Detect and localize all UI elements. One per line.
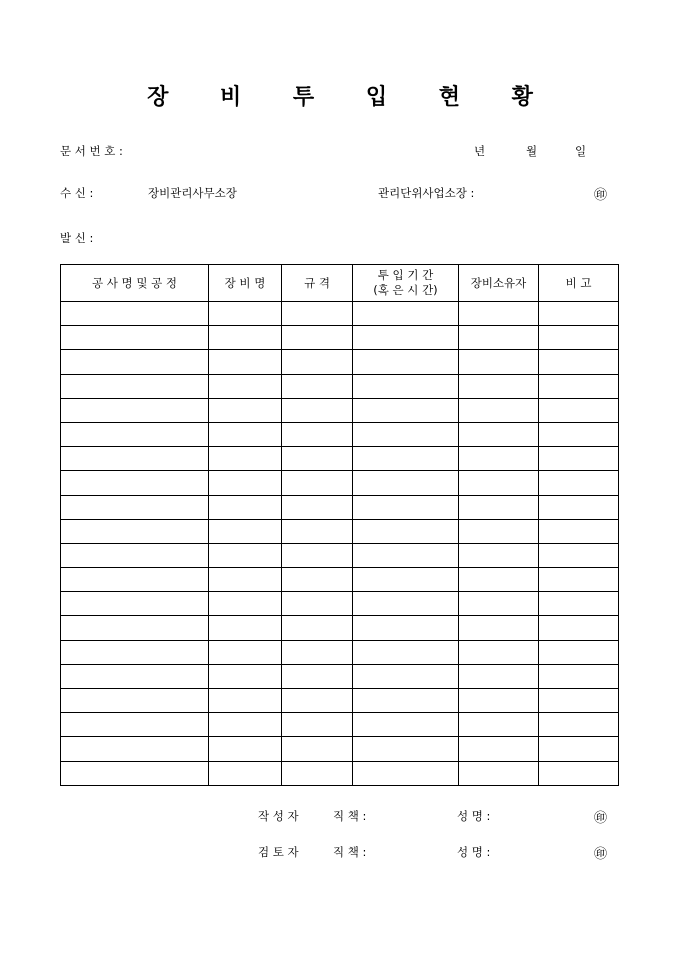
table-cell[interactable]: [61, 592, 209, 616]
table-cell[interactable]: [61, 543, 209, 567]
table-row: [61, 374, 619, 398]
table-cell[interactable]: [539, 302, 619, 326]
header-project-process: 공 사 명 및 공 정: [61, 265, 209, 302]
table-row: [61, 543, 619, 567]
table-cell[interactable]: [539, 398, 619, 422]
table-cell[interactable]: [61, 374, 209, 398]
table-cell[interactable]: [353, 640, 459, 664]
table-cell[interactable]: [459, 543, 539, 567]
table-row: [61, 689, 619, 713]
table-cell[interactable]: [539, 640, 619, 664]
table-cell[interactable]: [539, 422, 619, 446]
table-cell[interactable]: [209, 689, 282, 713]
table-cell[interactable]: [539, 374, 619, 398]
table-cell[interactable]: [459, 422, 539, 446]
table-row: [61, 326, 619, 350]
table-cell[interactable]: [282, 568, 353, 592]
table-cell[interactable]: [209, 495, 282, 519]
table-cell[interactable]: [209, 568, 282, 592]
table-row: [61, 568, 619, 592]
table-cell[interactable]: [353, 737, 459, 761]
table-cell[interactable]: [459, 592, 539, 616]
table-cell[interactable]: [353, 592, 459, 616]
table-cell[interactable]: [209, 640, 282, 664]
table-cell[interactable]: [282, 543, 353, 567]
date-year-label: 년: [474, 144, 486, 158]
table-row: [61, 664, 619, 688]
table-cell[interactable]: [282, 713, 353, 737]
table-cell[interactable]: [353, 713, 459, 737]
table-cell[interactable]: [282, 519, 353, 543]
table-cell[interactable]: [353, 398, 459, 422]
author-role: 작 성 자: [258, 809, 299, 823]
table-row: [61, 592, 619, 616]
table-cell[interactable]: [61, 689, 209, 713]
table-row: [61, 302, 619, 326]
table-cell[interactable]: [459, 447, 539, 471]
table-cell[interactable]: [459, 761, 539, 785]
table-cell[interactable]: [459, 471, 539, 495]
table-cell[interactable]: [282, 495, 353, 519]
table-cell[interactable]: [282, 689, 353, 713]
table-cell[interactable]: [539, 737, 619, 761]
reviewer-name-label: 성 명 :: [457, 845, 491, 859]
table-cell[interactable]: [282, 398, 353, 422]
table-cell[interactable]: [539, 350, 619, 374]
table-cell[interactable]: [353, 568, 459, 592]
table-cell[interactable]: [209, 761, 282, 785]
table-cell[interactable]: [353, 664, 459, 688]
table-cell[interactable]: [282, 374, 353, 398]
table-cell[interactable]: [459, 568, 539, 592]
table-cell[interactable]: [282, 616, 353, 640]
table-cell[interactable]: [459, 326, 539, 350]
table-row: [61, 519, 619, 543]
recipient-value: 장비관리사무소장: [148, 186, 237, 200]
table-cell[interactable]: [282, 592, 353, 616]
table-row: [61, 713, 619, 737]
table-cell[interactable]: [282, 326, 353, 350]
table-cell[interactable]: [353, 761, 459, 785]
sender-label: 발 신 :: [60, 231, 94, 245]
table-cell[interactable]: [209, 422, 282, 446]
header-equipment-name: 장 비 명: [209, 265, 282, 302]
header-input-period-line1: 투 입 기 간: [377, 268, 434, 282]
table-row: [61, 495, 619, 519]
table-cell[interactable]: [61, 640, 209, 664]
author-name-label: 성 명 :: [457, 809, 491, 823]
table-cell[interactable]: [539, 592, 619, 616]
table-cell[interactable]: [282, 302, 353, 326]
table-cell[interactable]: [353, 689, 459, 713]
table-cell[interactable]: [459, 350, 539, 374]
table-cell[interactable]: [539, 543, 619, 567]
table-cell[interactable]: [282, 471, 353, 495]
date-day-label: 일: [575, 144, 587, 158]
table-cell[interactable]: [459, 689, 539, 713]
header-input-period-line2: (혹 은 시 간): [373, 283, 438, 297]
table-cell[interactable]: [209, 664, 282, 688]
table-cell[interactable]: [539, 471, 619, 495]
table-cell[interactable]: [539, 326, 619, 350]
table-cell[interactable]: [209, 471, 282, 495]
table-cell[interactable]: [459, 495, 539, 519]
table-row: [61, 616, 619, 640]
table-cell[interactable]: [209, 398, 282, 422]
table-cell[interactable]: [459, 302, 539, 326]
table-cell[interactable]: [539, 761, 619, 785]
table-cell[interactable]: [459, 398, 539, 422]
table-cell[interactable]: [61, 519, 209, 543]
table-cell[interactable]: [539, 447, 619, 471]
table-row: [61, 447, 619, 471]
table-cell[interactable]: [61, 664, 209, 688]
table-cell[interactable]: [61, 616, 209, 640]
table-cell[interactable]: [353, 302, 459, 326]
reviewer-role: 검 토 자: [258, 845, 299, 859]
table-cell[interactable]: [61, 495, 209, 519]
recipient-label: 수 신 :: [60, 186, 94, 200]
seal-mark-icon: ㊞: [594, 188, 608, 203]
table-row: [61, 398, 619, 422]
table-cell[interactable]: [61, 302, 209, 326]
header-input-period: [353, 265, 459, 302]
table-row: [61, 761, 619, 785]
table-cell[interactable]: [209, 326, 282, 350]
table-cell[interactable]: [282, 422, 353, 446]
table-cell[interactable]: [209, 543, 282, 567]
table-cell[interactable]: [353, 471, 459, 495]
table-cell[interactable]: [459, 640, 539, 664]
page-title: 장 비 투 입 현 황: [147, 84, 555, 110]
table-cell[interactable]: [209, 616, 282, 640]
table-cell[interactable]: [539, 713, 619, 737]
table-cell[interactable]: [209, 737, 282, 761]
table-cell[interactable]: [353, 543, 459, 567]
table-row: [61, 640, 619, 664]
table-cell[interactable]: [459, 374, 539, 398]
table-cell[interactable]: [61, 326, 209, 350]
table-row: [61, 471, 619, 495]
table-row: [61, 422, 619, 446]
table-cell[interactable]: [353, 422, 459, 446]
table-cell[interactable]: [209, 374, 282, 398]
doc-number-label: 문 서 번 호 :: [60, 144, 123, 158]
table-cell[interactable]: [282, 350, 353, 374]
table-cell[interactable]: [539, 495, 619, 519]
table-cell[interactable]: [539, 664, 619, 688]
table-cell[interactable]: [353, 374, 459, 398]
table-cell[interactable]: [61, 447, 209, 471]
date-month-label: 월: [526, 144, 538, 158]
table-cell[interactable]: [353, 447, 459, 471]
mgmt-unit-label: 관리단위사업소장 :: [378, 186, 475, 200]
table-cell[interactable]: [282, 737, 353, 761]
table-cell[interactable]: [353, 350, 459, 374]
table-cell[interactable]: [539, 616, 619, 640]
table-cell[interactable]: [539, 519, 619, 543]
table-cell[interactable]: [61, 471, 209, 495]
table-cell[interactable]: [209, 447, 282, 471]
header-specification: 규 격: [282, 265, 353, 302]
author-seal-icon: ㊞: [594, 811, 608, 826]
table-cell[interactable]: [209, 713, 282, 737]
table-cell[interactable]: [61, 350, 209, 374]
author-position-label: 직 책 :: [333, 809, 367, 823]
table-cell[interactable]: [282, 761, 353, 785]
table-cell[interactable]: [459, 737, 539, 761]
header-remarks: 비 고: [539, 265, 619, 302]
table-cell[interactable]: [459, 616, 539, 640]
table-row: [61, 737, 619, 761]
table-header-row: [61, 265, 619, 302]
header-equipment-owner: 장비소유자: [459, 265, 539, 302]
table-cell[interactable]: [282, 664, 353, 688]
table-cell[interactable]: [61, 398, 209, 422]
table-cell[interactable]: [459, 664, 539, 688]
table-cell[interactable]: [539, 689, 619, 713]
table-cell[interactable]: [61, 737, 209, 761]
table-cell[interactable]: [539, 568, 619, 592]
table-cell[interactable]: [61, 713, 209, 737]
table-cell[interactable]: [61, 761, 209, 785]
table-cell[interactable]: [282, 447, 353, 471]
table-cell[interactable]: [209, 302, 282, 326]
table-cell[interactable]: [353, 495, 459, 519]
table-cell[interactable]: [209, 592, 282, 616]
table-cell[interactable]: [459, 713, 539, 737]
table-cell[interactable]: [353, 326, 459, 350]
reviewer-seal-icon: ㊞: [594, 847, 608, 862]
equipment-table: [60, 264, 619, 786]
table-cell[interactable]: [61, 422, 209, 446]
table-cell[interactable]: [209, 519, 282, 543]
table-cell[interactable]: [353, 519, 459, 543]
table-cell[interactable]: [209, 350, 282, 374]
reviewer-position-label: 직 책 :: [333, 845, 367, 859]
table-cell[interactable]: [282, 640, 353, 664]
table-row: [61, 350, 619, 374]
table-cell[interactable]: [353, 616, 459, 640]
table-cell[interactable]: [61, 568, 209, 592]
table-cell[interactable]: [459, 519, 539, 543]
